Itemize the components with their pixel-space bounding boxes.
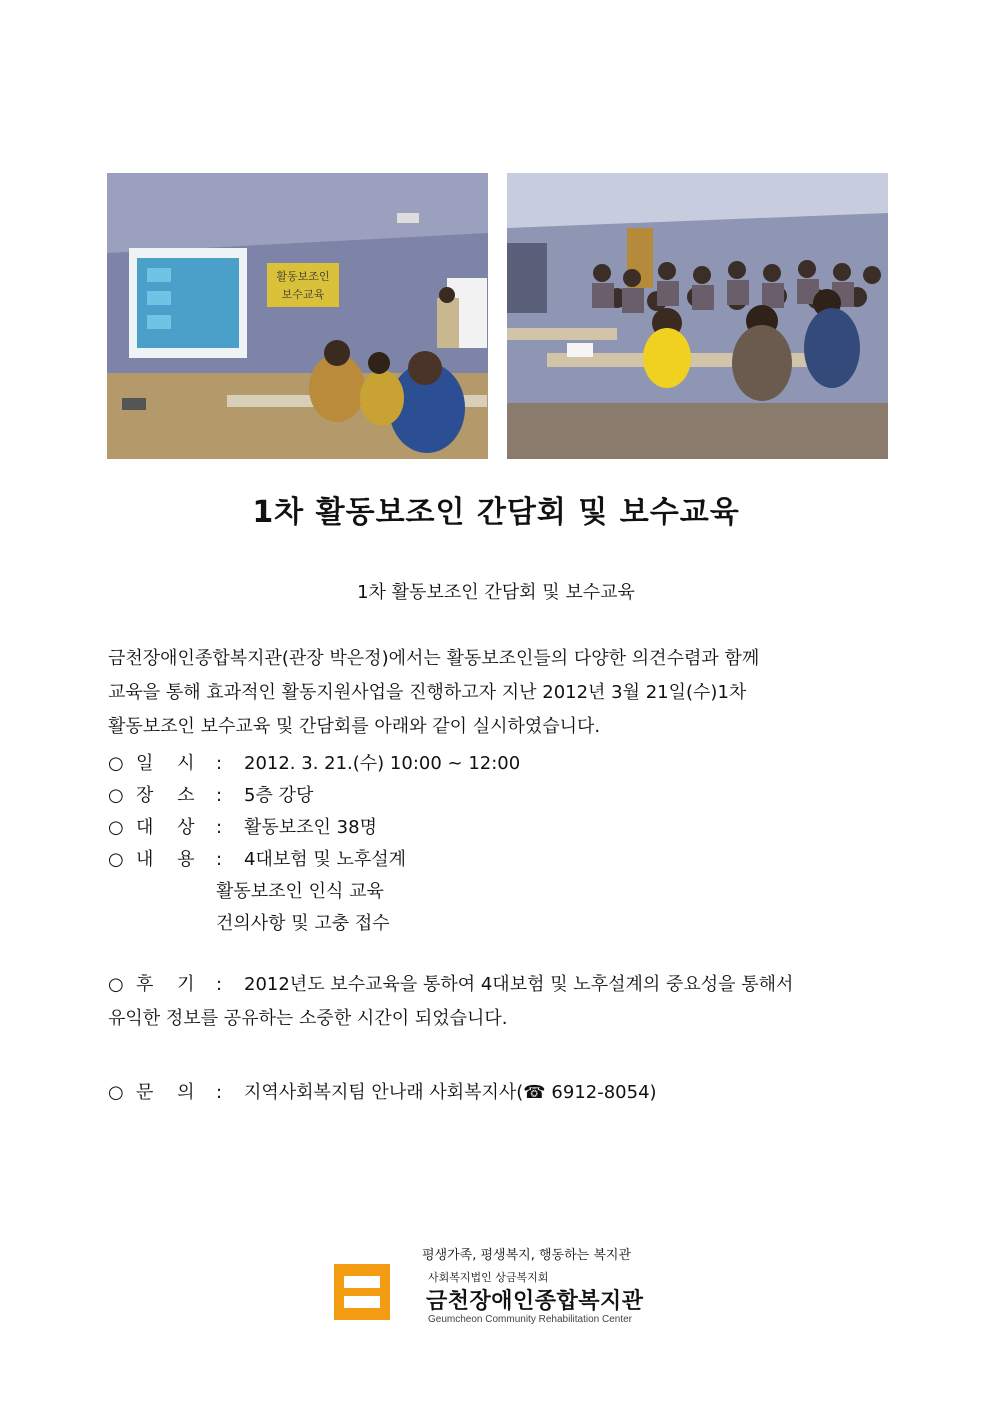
detail-content: [108, 844, 898, 876]
bullet-icon: ○: [108, 974, 124, 995]
detail-value: 5층 강당: [244, 785, 314, 806]
footer-logo-block: [334, 1244, 674, 1334]
contact-section: [108, 1076, 898, 1110]
contact-label: 문 의: [136, 1082, 204, 1103]
bullet-icon: ○: [108, 753, 124, 774]
detail-date: [108, 748, 898, 780]
bullet-icon: ○: [108, 849, 124, 870]
detail-value: 건의사항 및 고충 접수: [216, 913, 390, 934]
photo-gallery: [107, 173, 888, 459]
colon: :: [216, 974, 223, 995]
detail-label: 장 소: [136, 785, 204, 806]
org-english-name: Geumcheon Community Rehabilitation Center: [428, 1314, 632, 1325]
intro-line: 교육을 통해 효과적인 활동지원사업을 진행하고자 지난 2012년 3월 21일(수)1차: [108, 682, 747, 703]
detail-content-continued: [108, 876, 898, 908]
intro-paragraph: [108, 642, 898, 744]
review-line: 유익한 정보를 공유하는 소중한 시간이 되었습니다.: [108, 1008, 508, 1029]
review-label: 후 기: [136, 974, 204, 995]
review-text: 2012년도 보수교육을 통하여 4대보험 및 노후설계의 중요성을 통해서: [244, 974, 794, 995]
intro-line: 활동보조인 보수교육 및 간담회를 아래와 같이 실시하였습니다.: [108, 716, 601, 737]
audience-photo-right: [507, 173, 888, 459]
detail-label: 일 시: [136, 753, 204, 774]
contact-value: 지역사회복지팀 안나래 사회복지사(☎ 6912-8054): [244, 1082, 657, 1103]
org-name: 금천장애인종합복지관: [426, 1289, 644, 1314]
colon: :: [216, 1082, 223, 1103]
slogan: 평생가족, 평생복지, 행동하는 복지관: [422, 1248, 632, 1263]
detail-place: [108, 780, 898, 812]
detail-label: 내 용: [136, 849, 204, 870]
banner-line-2: 보수교육: [281, 288, 325, 301]
event-details: [108, 748, 898, 940]
subtitle: 1차 활동보조인 간담회 및 보수교육: [357, 582, 635, 603]
intro-line: 금천장애인종합복지관(관장 박은정)에서는 활동보조인들의 다양한 의견수렴과 함께: [108, 648, 760, 669]
bullet-icon: ○: [108, 785, 124, 806]
colon: :: [216, 753, 223, 774]
detail-value: 활동보조인 38명: [244, 817, 377, 838]
bullet-icon: ○: [108, 1082, 124, 1103]
lecture-photo-left: [107, 173, 488, 459]
detail-value: 4대보험 및 노후설계: [244, 849, 406, 870]
bullet-icon: ○: [108, 817, 124, 838]
detail-label: 대 상: [136, 817, 204, 838]
detail-content-continued: [108, 908, 898, 940]
colon: :: [216, 785, 223, 806]
org-subtitle: 사회복지법인 상금복지회: [428, 1271, 549, 1284]
banner-line-1: 활동보조인: [276, 270, 330, 283]
detail-value: 활동보조인 인식 교육: [216, 881, 384, 902]
organization-logo-icon: [334, 1264, 390, 1320]
review-line: [108, 968, 898, 1002]
review-section: [108, 968, 898, 1036]
detail-value: 2012. 3. 21.(수) 10:00 ~ 12:00: [244, 753, 521, 774]
colon: :: [216, 817, 223, 838]
page-title: 1차 활동보조인 간담회 및 보수교육: [252, 495, 740, 530]
colon: :: [216, 849, 223, 870]
detail-target: [108, 812, 898, 844]
